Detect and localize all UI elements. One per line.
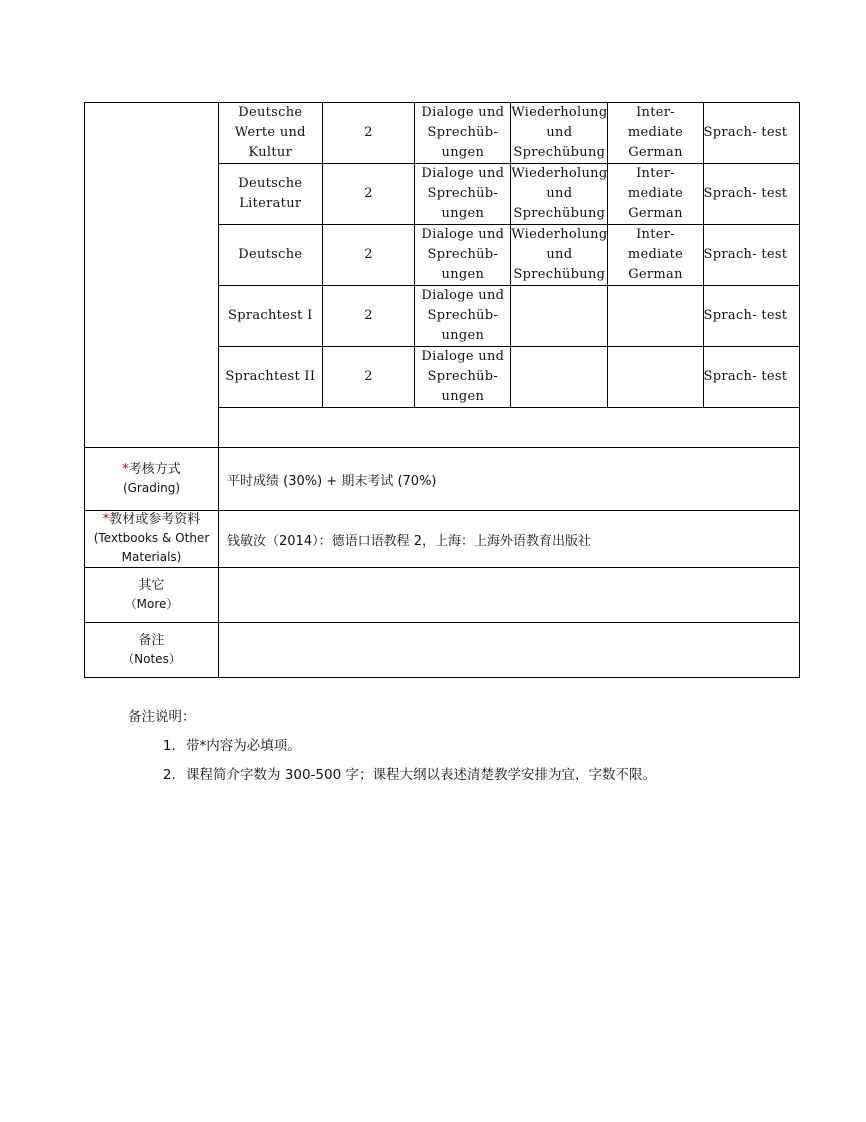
textbooks-value: 钱敏汝（2014）：德语口语教程 2，上海：上海外语教育出版社 [219,511,800,568]
grading-row [85,448,800,511]
grading-label-en: (Grading) [122,480,181,495]
schedule-assessment-cell: Sprach- test [703,286,799,347]
schedule-practice-cell: Wiederholung und Sprechübung [511,164,608,225]
more-row [85,568,800,623]
schedule-topic-cell: Deutsche Werte und Kultur [219,103,322,164]
notes-label [85,623,219,678]
footnotes-list [128,732,656,790]
course-form-table [84,102,800,678]
schedule-container [219,103,800,448]
grading-label [85,448,219,511]
footnotes-title: 备注说明： [128,709,196,725]
footnote-item: 1. 带*内容为必填项。 [180,732,656,761]
schedule-topic-cell: Deutsche Literatur [219,164,322,225]
grading-value: 平时成绩 (30%) + 期末考试 (70%) [219,448,800,511]
schedule-label-cell [85,103,219,448]
schedule-practice-cell [511,347,608,408]
schedule-hours-cell: 2 [322,347,415,408]
schedule-hours-cell: 2 [322,164,415,225]
notes-row [85,623,800,678]
schedule-table-row [219,164,799,225]
schedule-table-row [219,103,799,164]
schedule-method-cell: Dialoge und Sprechüb- ungen [415,164,511,225]
schedule-table-row [219,286,799,347]
more-label [85,568,219,623]
schedule-topic-cell: Sprachtest II [219,347,322,408]
schedule-table-row [219,225,799,286]
schedule-level-cell: Inter- mediate German [608,164,703,225]
schedule-practice-cell [511,286,608,347]
schedule-row [85,103,800,448]
schedule-assessment-cell: Sprach- test [703,164,799,225]
schedule-table [219,103,799,408]
textbooks-label-en: (Textbooks & Other Materials) [93,531,210,564]
schedule-table-row [219,347,799,408]
schedule-level-cell: Inter- mediate German [608,225,703,286]
schedule-level-cell: Inter- mediate German [608,103,703,164]
textbooks-row [85,511,800,568]
schedule-method-cell: Dialoge und Sprechüb- ungen [415,286,511,347]
schedule-topic-cell: Deutsche [219,225,322,286]
schedule-level-cell [608,347,703,408]
more-label-en: （More） [124,596,179,611]
notes-label-en: （Notes） [122,651,181,666]
schedule-assessment-cell: Sprach- test [703,103,799,164]
textbooks-label-cn: 教材或参考资料 [109,512,201,527]
schedule-hours-cell: 2 [322,225,415,286]
footnote-item: 2. 课程简介字数为 300-500 字；课程大纲以表述清楚教学安排为宜，字数不限。 [180,761,656,790]
schedule-method-cell: Dialoge und Sprechüb- ungen [415,103,511,164]
required-star: * [102,512,110,527]
schedule-hours-cell: 2 [322,286,415,347]
schedule-assessment-cell: Sprach- test [703,347,799,408]
more-label-cn: 其它 [138,577,165,593]
textbooks-label [85,511,219,568]
schedule-method-cell: Dialoge und Sprechüb- ungen [415,225,511,286]
schedule-level-cell [608,286,703,347]
schedule-practice-cell: Wiederholung und Sprechübung [511,103,608,164]
notes-value [219,623,800,678]
schedule-assessment-cell: Sprach- test [703,225,799,286]
notes-label-cn: 备注 [138,632,165,648]
schedule-method-cell: Dialoge und Sprechüb- ungen [415,347,511,408]
required-star: * [122,461,129,477]
schedule-topic-cell: Sprachtest I [219,286,322,347]
more-value [219,568,800,623]
footnotes [128,703,656,790]
schedule-hours-cell: 2 [322,103,415,164]
grading-label-cn: 考核方式 [128,461,181,477]
schedule-practice-cell: Wiederholung und Sprechübung [511,225,608,286]
